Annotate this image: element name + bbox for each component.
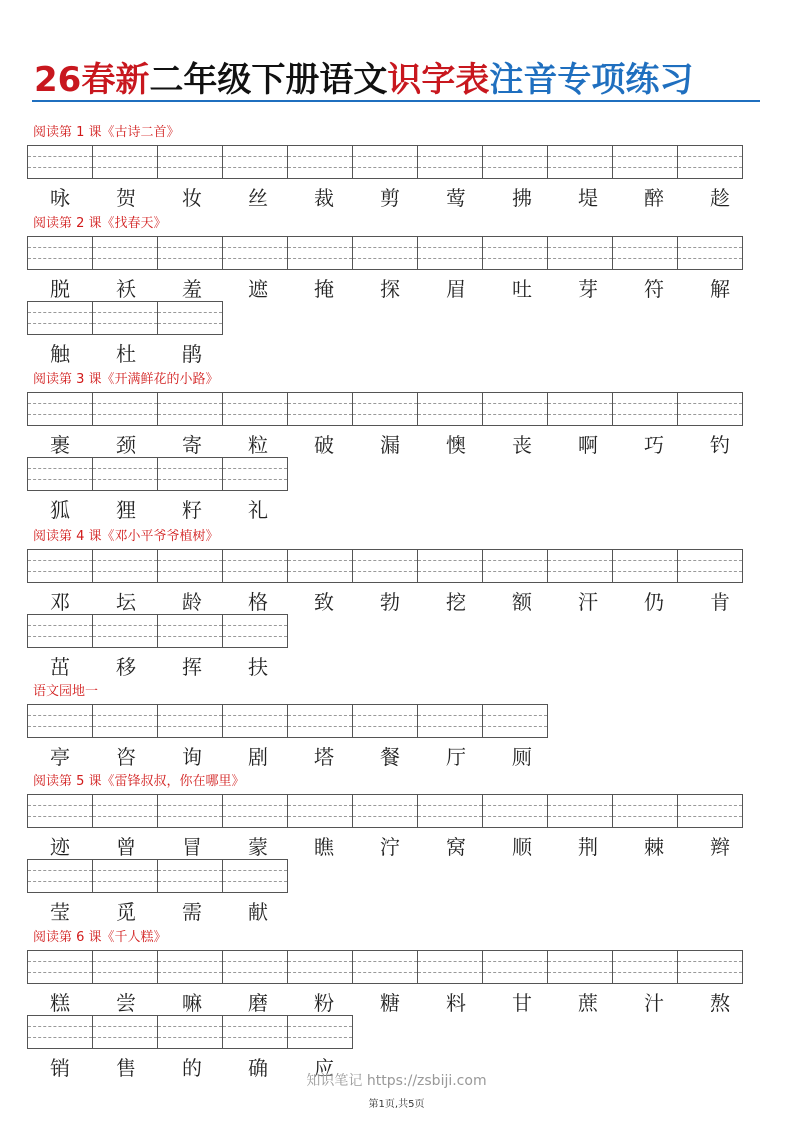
- pinyin-writing-cell[interactable]: [677, 549, 743, 583]
- pinyin-grid-row: [27, 1015, 353, 1049]
- lesson-title: 阅读第 5 课《雷锋叔叔，你在哪里》: [33, 774, 245, 789]
- pinyin-writing-cell[interactable]: [547, 794, 613, 828]
- hanzi-character: 嘛: [182, 991, 202, 1015]
- pinyin-writing-cell[interactable]: [157, 145, 223, 179]
- pinyin-writing-cell[interactable]: [287, 392, 353, 426]
- hanzi-character: 献: [248, 900, 268, 924]
- pinyin-writing-cell[interactable]: [677, 392, 743, 426]
- pinyin-writing-cell[interactable]: [157, 704, 223, 738]
- hanzi-character: 堤: [578, 186, 598, 210]
- hanzi-character: 觅: [116, 900, 136, 924]
- pinyin-grid-row: [27, 950, 743, 984]
- pinyin-writing-cell[interactable]: [222, 457, 288, 491]
- hanzi-character: 荆: [578, 835, 598, 859]
- pinyin-writing-cell[interactable]: [27, 614, 93, 648]
- pinyin-writing-cell[interactable]: [612, 950, 678, 984]
- pinyin-writing-cell[interactable]: [677, 950, 743, 984]
- pinyin-writing-cell[interactable]: [352, 236, 418, 270]
- title-part-grade: 26春新: [34, 60, 150, 100]
- hanzi-character: 汁: [644, 991, 664, 1015]
- pinyin-writing-cell[interactable]: [547, 950, 613, 984]
- pinyin-writing-cell[interactable]: [677, 145, 743, 179]
- pinyin-writing-cell[interactable]: [27, 145, 93, 179]
- pinyin-writing-cell[interactable]: [287, 236, 353, 270]
- pinyin-writing-cell[interactable]: [92, 704, 158, 738]
- hanzi-character: 颈: [116, 433, 136, 457]
- lesson-title: 阅读第 3 课《开满鲜花的小路》: [33, 372, 219, 387]
- character-row: [27, 433, 753, 457]
- hanzi-character: 吐: [512, 277, 532, 301]
- pinyin-writing-cell[interactable]: [677, 794, 743, 828]
- pinyin-writing-cell[interactable]: [92, 549, 158, 583]
- hanzi-character: 甘: [512, 991, 532, 1015]
- hanzi-character: 的: [182, 1056, 202, 1080]
- pinyin-writing-cell[interactable]: [157, 392, 223, 426]
- hanzi-character: 剧: [248, 745, 268, 769]
- hanzi-character: 曾: [116, 835, 136, 859]
- pinyin-grid-row: [27, 794, 743, 828]
- pinyin-writing-cell[interactable]: [157, 301, 223, 335]
- hanzi-character: 狐: [50, 498, 70, 522]
- pinyin-writing-cell[interactable]: [27, 549, 93, 583]
- hanzi-character: 触: [50, 342, 70, 366]
- pinyin-writing-cell[interactable]: [27, 236, 93, 270]
- hanzi-character: 漏: [380, 433, 400, 457]
- hanzi-character: 需: [182, 900, 202, 924]
- pinyin-writing-cell[interactable]: [547, 392, 613, 426]
- hanzi-character: 咏: [50, 186, 70, 210]
- hanzi-character: 格: [248, 590, 268, 614]
- hanzi-character: 眉: [446, 277, 466, 301]
- pinyin-writing-cell[interactable]: [157, 859, 223, 893]
- hanzi-character: 迹: [50, 835, 70, 859]
- hanzi-character: 移: [116, 655, 136, 679]
- hanzi-character: 贺: [116, 186, 136, 210]
- pinyin-writing-cell[interactable]: [157, 457, 223, 491]
- pinyin-writing-cell[interactable]: [287, 950, 353, 984]
- pinyin-writing-cell[interactable]: [352, 794, 418, 828]
- pinyin-writing-cell[interactable]: [27, 457, 93, 491]
- hanzi-character: 趁: [710, 186, 730, 210]
- hanzi-character: 磨: [248, 991, 268, 1015]
- pinyin-writing-cell[interactable]: [222, 614, 288, 648]
- pinyin-writing-cell[interactable]: [482, 236, 548, 270]
- lesson-title: 阅读第 6 课《千人糕》: [33, 930, 167, 945]
- hanzi-character: 亭: [50, 745, 70, 769]
- hanzi-character: 塔: [314, 745, 334, 769]
- hanzi-character: 龄: [182, 590, 202, 614]
- pinyin-writing-cell[interactable]: [417, 236, 483, 270]
- pinyin-writing-cell[interactable]: [27, 794, 93, 828]
- hanzi-character: 莹: [50, 900, 70, 924]
- hanzi-character: 挥: [182, 655, 202, 679]
- character-row: [27, 498, 291, 522]
- pinyin-grid-row: [27, 392, 743, 426]
- pinyin-writing-cell[interactable]: [352, 704, 418, 738]
- hanzi-character: 狸: [116, 498, 136, 522]
- hanzi-character: 礼: [248, 498, 268, 522]
- hanzi-character: 破: [314, 433, 334, 457]
- pinyin-grid-row: [27, 301, 223, 335]
- pinyin-writing-cell[interactable]: [157, 794, 223, 828]
- hanzi-character: 解: [710, 277, 730, 301]
- pinyin-writing-cell[interactable]: [287, 1015, 353, 1049]
- hanzi-character: 挖: [446, 590, 466, 614]
- hanzi-character: 符: [644, 277, 664, 301]
- pinyin-writing-cell[interactable]: [287, 704, 353, 738]
- pinyin-writing-cell[interactable]: [547, 236, 613, 270]
- pinyin-writing-cell[interactable]: [27, 392, 93, 426]
- hanzi-character: 蒙: [248, 835, 268, 859]
- pinyin-writing-cell[interactable]: [222, 549, 288, 583]
- hanzi-character: 裹: [50, 433, 70, 457]
- hanzi-character: 袄: [116, 277, 136, 301]
- lesson-title: 阅读第 1 课《古诗二首》: [33, 125, 180, 140]
- hanzi-character: 拂: [512, 186, 532, 210]
- hanzi-character: 羞: [182, 277, 202, 301]
- hanzi-character: 肯: [710, 590, 730, 614]
- hanzi-character: 丝: [248, 186, 268, 210]
- hanzi-character: 钓: [710, 433, 730, 457]
- pinyin-writing-cell[interactable]: [92, 236, 158, 270]
- character-row: [27, 745, 555, 769]
- pinyin-writing-cell[interactable]: [27, 704, 93, 738]
- hanzi-character: 料: [446, 991, 466, 1015]
- hanzi-character: 窝: [446, 835, 466, 859]
- pinyin-writing-cell[interactable]: [417, 704, 483, 738]
- hanzi-character: 裁: [314, 186, 334, 210]
- pinyin-writing-cell[interactable]: [157, 950, 223, 984]
- hanzi-character: 蔗: [578, 991, 598, 1015]
- pinyin-writing-cell[interactable]: [612, 549, 678, 583]
- title-part-subject: 二年级下册语文: [149, 60, 388, 100]
- pinyin-grid-row: [27, 145, 743, 179]
- pinyin-grid-row: [27, 704, 548, 738]
- pinyin-writing-cell[interactable]: [92, 301, 158, 335]
- hanzi-character: 询: [182, 745, 202, 769]
- pinyin-writing-cell[interactable]: [352, 145, 418, 179]
- hanzi-character: 剪: [380, 186, 400, 210]
- pinyin-writing-cell[interactable]: [92, 392, 158, 426]
- pinyin-writing-cell[interactable]: [222, 950, 288, 984]
- pinyin-writing-cell[interactable]: [222, 392, 288, 426]
- title-underline: [32, 100, 760, 102]
- hanzi-character: 销: [50, 1056, 70, 1080]
- pinyin-writing-cell[interactable]: [482, 145, 548, 179]
- pinyin-writing-cell[interactable]: [612, 145, 678, 179]
- pinyin-writing-cell[interactable]: [92, 1015, 158, 1049]
- pinyin-writing-cell[interactable]: [612, 794, 678, 828]
- character-row: [27, 590, 753, 614]
- hanzi-character: 厅: [446, 745, 466, 769]
- hanzi-character: 坛: [116, 590, 136, 614]
- pinyin-writing-cell[interactable]: [92, 614, 158, 648]
- pinyin-grid-row: [27, 236, 743, 270]
- hanzi-character: 确: [248, 1056, 268, 1080]
- hanzi-character: 瞧: [314, 835, 334, 859]
- pinyin-writing-cell[interactable]: [482, 950, 548, 984]
- pinyin-writing-cell[interactable]: [222, 704, 288, 738]
- pinyin-writing-cell[interactable]: [417, 392, 483, 426]
- hanzi-character: 遮: [248, 277, 268, 301]
- hanzi-character: 粉: [314, 991, 334, 1015]
- hanzi-character: 勃: [380, 590, 400, 614]
- pinyin-writing-cell[interactable]: [417, 549, 483, 583]
- pinyin-grid-row: [27, 614, 288, 648]
- hanzi-character: 扶: [248, 655, 268, 679]
- pinyin-writing-cell[interactable]: [677, 236, 743, 270]
- pinyin-writing-cell[interactable]: [482, 794, 548, 828]
- hanzi-character: 尝: [116, 991, 136, 1015]
- pinyin-writing-cell[interactable]: [482, 704, 548, 738]
- character-row: [27, 655, 291, 679]
- hanzi-character: 冒: [182, 835, 202, 859]
- page-number: 第1页,共5页: [368, 1099, 425, 1110]
- hanzi-character: 芽: [578, 277, 598, 301]
- hanzi-character: 顺: [512, 835, 532, 859]
- hanzi-character: 啊: [578, 433, 598, 457]
- hanzi-character: 额: [512, 590, 532, 614]
- pinyin-writing-cell[interactable]: [612, 236, 678, 270]
- pinyin-writing-cell[interactable]: [157, 614, 223, 648]
- hanzi-character: 懊: [446, 433, 466, 457]
- lesson-title: 语文园地一: [33, 684, 99, 699]
- pinyin-writing-cell[interactable]: [222, 859, 288, 893]
- pinyin-grid-row: [27, 549, 743, 583]
- hanzi-character: 致: [314, 590, 334, 614]
- pinyin-writing-cell[interactable]: [612, 392, 678, 426]
- hanzi-character: 妆: [182, 186, 202, 210]
- pinyin-writing-cell[interactable]: [27, 1015, 93, 1049]
- pinyin-writing-cell[interactable]: [417, 145, 483, 179]
- pinyin-writing-cell[interactable]: [417, 794, 483, 828]
- hanzi-character: 鹃: [182, 342, 202, 366]
- hanzi-character: 茁: [50, 655, 70, 679]
- hanzi-character: 掩: [314, 277, 334, 301]
- hanzi-character: 邓: [50, 590, 70, 614]
- hanzi-character: 棘: [644, 835, 664, 859]
- pinyin-writing-cell[interactable]: [417, 950, 483, 984]
- pinyin-writing-cell[interactable]: [157, 236, 223, 270]
- pinyin-writing-cell[interactable]: [352, 392, 418, 426]
- pinyin-writing-cell[interactable]: [92, 145, 158, 179]
- pinyin-writing-cell[interactable]: [157, 1015, 223, 1049]
- hanzi-character: 巧: [644, 433, 664, 457]
- hanzi-character: 籽: [182, 498, 202, 522]
- title-part-table: 识字表: [387, 60, 490, 100]
- pinyin-writing-cell[interactable]: [352, 950, 418, 984]
- hanzi-character: 探: [380, 277, 400, 301]
- pinyin-writing-cell[interactable]: [92, 794, 158, 828]
- character-row: [27, 900, 291, 924]
- pinyin-writing-cell[interactable]: [547, 549, 613, 583]
- pinyin-writing-cell[interactable]: [27, 301, 93, 335]
- hanzi-character: 脱: [50, 277, 70, 301]
- lesson-title: 阅读第 2 课《找春天》: [33, 216, 167, 231]
- character-row: [27, 277, 753, 301]
- pinyin-writing-cell[interactable]: [287, 794, 353, 828]
- page-title: [34, 58, 764, 102]
- pinyin-writing-cell[interactable]: [352, 549, 418, 583]
- hanzi-character: 咨: [116, 745, 136, 769]
- character-row: [27, 991, 753, 1015]
- hanzi-character: 售: [116, 1056, 136, 1080]
- pinyin-writing-cell[interactable]: [222, 794, 288, 828]
- pinyin-writing-cell[interactable]: [157, 549, 223, 583]
- hanzi-character: 厕: [512, 745, 532, 769]
- character-row: [27, 342, 225, 366]
- hanzi-character: 仍: [644, 590, 664, 614]
- pinyin-writing-cell[interactable]: [287, 145, 353, 179]
- hanzi-character: 粒: [248, 433, 268, 457]
- hanzi-character: 丧: [512, 433, 532, 457]
- pinyin-writing-cell[interactable]: [222, 236, 288, 270]
- hanzi-character: 餐: [380, 745, 400, 769]
- pinyin-writing-cell[interactable]: [222, 1015, 288, 1049]
- hanzi-character: 寄: [182, 433, 202, 457]
- pinyin-writing-cell[interactable]: [287, 549, 353, 583]
- title-part-practice: 注音专项练习: [489, 60, 694, 100]
- hanzi-character: 糖: [380, 991, 400, 1015]
- pinyin-writing-cell[interactable]: [482, 392, 548, 426]
- pinyin-grid-row: [27, 859, 288, 893]
- hanzi-character: 应: [314, 1056, 334, 1080]
- pinyin-writing-cell[interactable]: [482, 549, 548, 583]
- pinyin-writing-cell[interactable]: [92, 457, 158, 491]
- pinyin-writing-cell[interactable]: [27, 859, 93, 893]
- pinyin-writing-cell[interactable]: [27, 950, 93, 984]
- hanzi-character: 杜: [116, 342, 136, 366]
- hanzi-character: 醉: [644, 186, 664, 210]
- character-row: [27, 186, 753, 210]
- footer-site: 知识笔记 https://zsbiji.com: [306, 1073, 487, 1089]
- hanzi-character: 汗: [578, 590, 598, 614]
- pinyin-writing-cell[interactable]: [92, 859, 158, 893]
- pinyin-writing-cell[interactable]: [222, 145, 288, 179]
- hanzi-character: 熬: [710, 991, 730, 1015]
- pinyin-writing-cell[interactable]: [92, 950, 158, 984]
- hanzi-character: 莺: [446, 186, 466, 210]
- character-row: [27, 835, 753, 859]
- pinyin-writing-cell[interactable]: [547, 145, 613, 179]
- hanzi-character: 泞: [380, 835, 400, 859]
- hanzi-character: 糕: [50, 991, 70, 1015]
- pinyin-grid-row: [27, 457, 288, 491]
- hanzi-character: 辫: [710, 835, 730, 859]
- lesson-title: 阅读第 4 课《邓小平爷爷植树》: [33, 529, 219, 544]
